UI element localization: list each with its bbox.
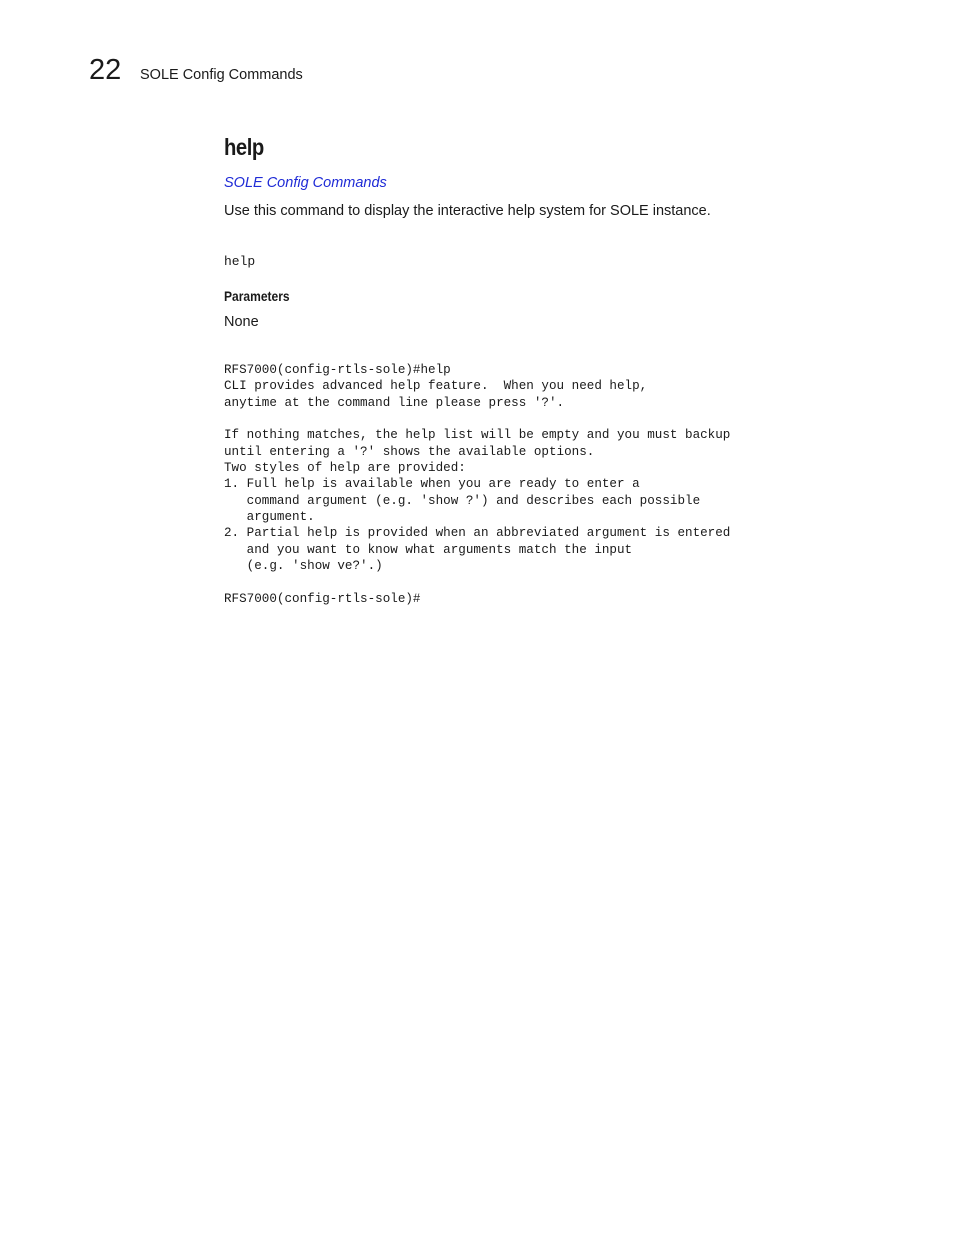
parameters-value: None: [224, 314, 259, 330]
code-line: until entering a '?' shows the available options.: [224, 444, 595, 459]
command-description: Use this command to display the interactive help system for SOLE instance.: [224, 203, 711, 219]
code-line: anytime at the command line please press '?'.: [224, 395, 565, 410]
code-line: If nothing matches, the help list will be empty and you must backup: [224, 428, 731, 443]
chapter-title: SOLE Config Commands: [140, 67, 303, 83]
code-line: RFS7000(config-rtls-sole)#: [224, 591, 421, 606]
code-line: command argument (e.g. 'show ?') and describes each possible: [224, 493, 701, 508]
section-title: help: [224, 134, 264, 160]
parameters-heading: Parameters: [224, 288, 290, 304]
code-line: 2. Partial help is provided when an abbreviated argument is entered: [224, 526, 731, 541]
code-line: CLI provides advanced help feature. When you need help,: [224, 379, 648, 394]
chapter-number: 22: [89, 54, 122, 86]
code-line: RFS7000(config-rtls-sole)#help: [224, 363, 451, 377]
breadcrumb-link[interactable]: SOLE Config Commands: [224, 175, 387, 191]
code-line: and you want to know what arguments match the input: [224, 542, 633, 557]
code-line: 1. Full help is available when you are ready to enter a: [224, 477, 640, 492]
example-code-block: [224, 362, 730, 607]
command-syntax: help: [224, 254, 256, 269]
code-line: argument.: [224, 510, 315, 525]
code-line: Two styles of help are provided:: [224, 461, 466, 476]
code-line: (e.g. 'show ve?'.): [224, 559, 383, 574]
